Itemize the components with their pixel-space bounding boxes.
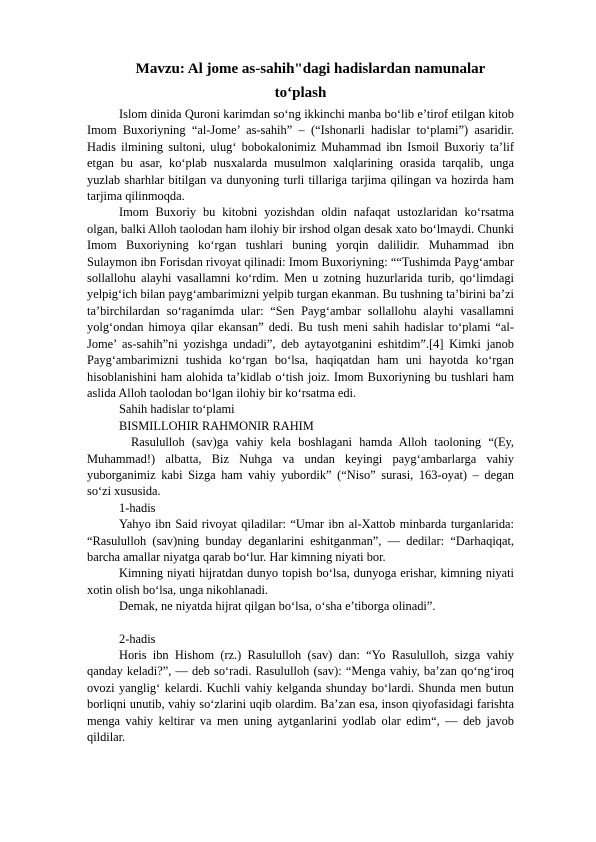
hadith-2-text: Horis ibn Hishom (rz.) Rasululloh (sav) dan: “Yo Rasululloh, sizga vahiy qanday keladi?”, — deb so‘radi. Rasululloh (sav): “Menga vahiy, ba’zan qo‘ng‘iroq ovozi yanglig‘ kelardi. Kuchli vahiy kelganda shunday bo‘lardi. Shunda men butun borliqni unutib, vahiy so‘zlarini uqib olardim. Ba’zan esa, inson qiyofasidagi farishta menga vahiy keltirar va men uning aytganlarini yodlab olar edim“, — deb javob qildilar. — [87, 648, 514, 745]
paragraph-dream: Imom Buxoriy bu kitobni yozishdan oldin nafaqat ustozlaridan ko‘rsatma olgan, balki Alloh taolodan ham ilohiy bir irshod olgan desak xato bo‘lmaydi. Chunki Imom Buxoriyning ko‘rgan tushlari buning yorqin dalilidir. Muhammad ibn Sulaymon ibn Forisdan rivoyat qilinadi: Imom Buxoriyning: ““Tushimda Payg‘ambar sollallohu alayhi vasallamni ko‘rdim. Men u zotning huzurlarida turib, qo‘limdagi yelpig‘ich bilan payg‘ambarimizni yelpib turgan ekanman. Bu tushning ta’birini ba’zi ta’birchilardan so‘raganimda ular: “Sen Payg‘ambar sollallohu alayhi vasallamni yolg‘ondan himoya qilar ekansan” dedi. Bu tush meni sahih hadislar to‘plami “al-Jome’ as-sahih”ni yozishga undadi”, deb aytayotganini eshitdim”.[4] Kimki janob Payg‘ambarimizni tushida ko‘rgan bo‘lsa, haqiqatdan ham uni hayotda ko‘rgan hisoblanishini ham alohida ta’kidlab o‘tish joiz. Imom Buxoriyning bu tushlari ham aslida Alloh taolodan bo‘lgan ilohiy bir ko‘rsatma edi. — [87, 205, 514, 400]
title-line-2: to‘plash — [274, 85, 327, 101]
hadith-1-text-c: Demak, ne niyatda hijrat qilgan bo‘lsa, o‘sha e’tiborga olinadi”. — [119, 599, 436, 614]
blank-line — [87, 615, 514, 631]
document-title — [87, 60, 514, 103]
section-heading-sahih: Sahih hadislar to‘plami — [119, 402, 235, 417]
hadith-1-text-a: Yahyo ibn Said rivoyat qiladilar: “Umar ibn al-Xattob minbarda turganlarida: “Rasululloh (sav)ning bunday deganlarini eshitganman”, — dedilar: “Darhaqiqat, barcha amallar niyatga qarab bo‘lur. Har kimning niyati bor. — [87, 517, 514, 564]
document-body — [87, 60, 514, 745]
paragraph-vahiy-intro: Rasululloh (sav)ga vahiy kela boshlagani hamda Alloh taoloning “(Ey, Muhammad!) albatta, Biz Nuhga va undan keyingi payg‘ambarlarga vahiy yuborganimiz kabi Sizga ham vahiy yubordik” (“Niso” surasi, 163-oyat) – degan so‘zi xususida. — [87, 435, 514, 499]
title-line-1: Mavzu: Al jome as-sahih"dagi hadislardan namunalar — [135, 61, 486, 77]
hadith-1-text-b: Kimning niyati hijratdan dunyo topish bo‘lsa, dunyoga erishar, kimning niyati xotin olish bo‘lsa, unga nikohlanadi. — [87, 566, 514, 597]
hadith-number-1: 1-hadis — [119, 500, 156, 515]
paragraph-intro: Islom dinida Quroni karimdan so‘ng ikkinchi manba bo‘lib e’tirof etilgan kitob Imom Buxoriyning “al-Jome’ as-sahih” – (“Ishonarli hadislar to‘plami”) asaridir. Hadis ilmining sultoni, ulug‘ bobokalonimiz Muhammad ibn Ismoil Buxoriy ta’lif etgan bu asar, ko‘plab nusxalarda musulmon xalqlarining orasida tarqalib, unga yuzlab sharhlar bitilgan va dunyoning turli tillariga tarjima qilingan va hozirda ham tarjima qilinmoqda. — [87, 107, 514, 204]
bismillah-line: BISMILLOHIR RAHMONIR RAHIM — [119, 418, 314, 433]
hadith-number-2: 2-hadis — [119, 631, 156, 646]
